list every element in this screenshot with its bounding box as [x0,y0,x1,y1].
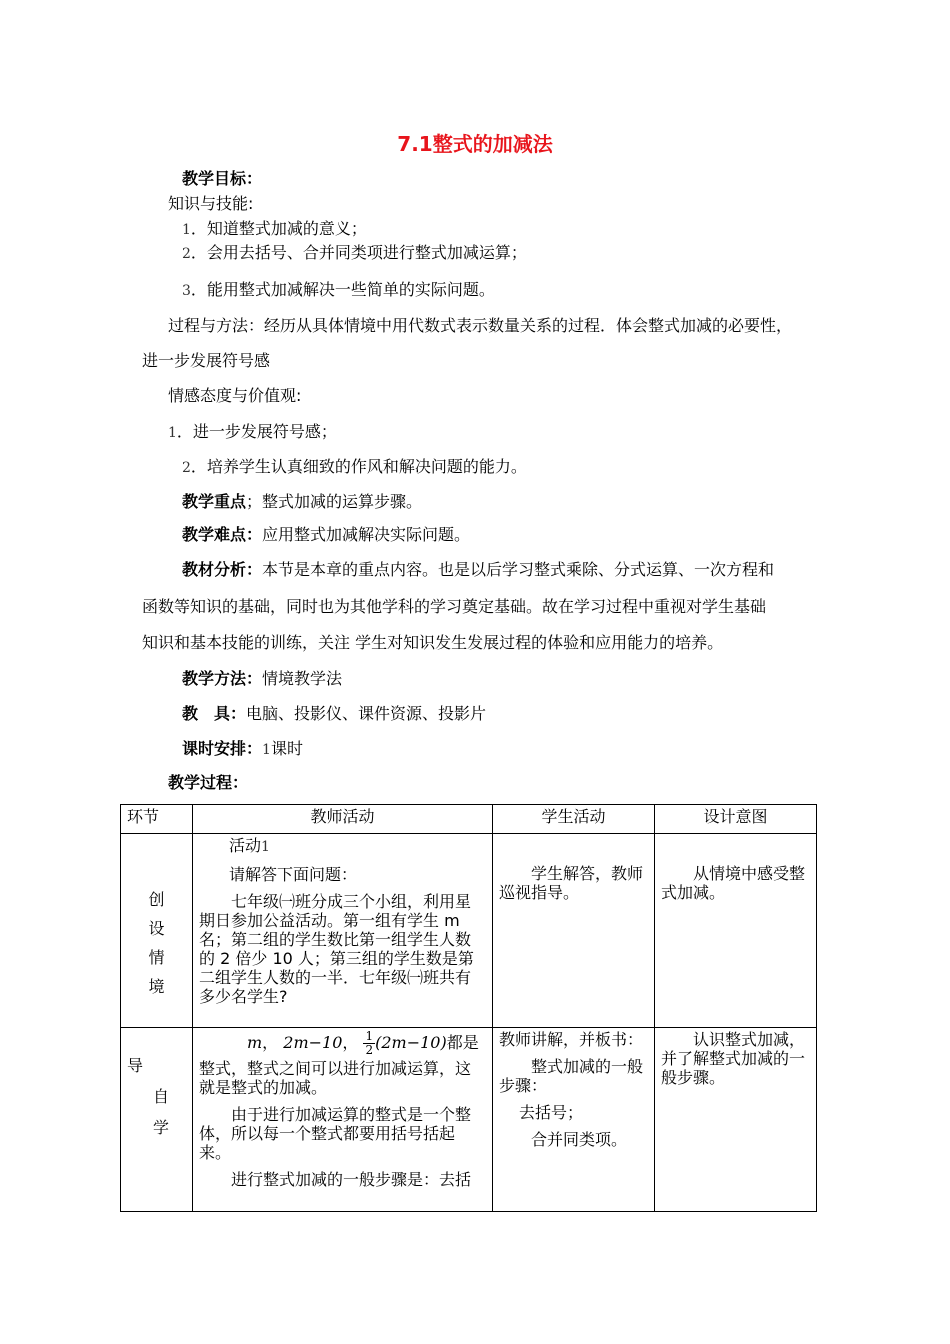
item-number: 1 [182,222,191,238]
emotion-heading: 情感态度与价值观: [168,386,302,405]
table-row [121,1028,817,1212]
student-activity-cell [493,834,655,1028]
analysis [182,560,774,580]
item-number: 3 [182,283,191,299]
activity-label: 活动 [229,836,262,855]
emotion-item [182,457,527,478]
method-label: 教学方法： [182,669,263,688]
knowledge-item [182,219,367,240]
activity-problem: 七年级㈠班分成三个小组，利用星期日参加公益活动。第一组有学生 m 名；第二组的学生数比第一组学生人数的 2 倍少 10 人；第三组的学生数是第二组学生人数的一半．七年级㈠班共有多少名学生? [199,892,474,1006]
stage-char: 学 [153,1118,170,1137]
math-expressions: m， 2m−10， $\frac{1}{2}$ (2m−10)都是 [247,1029,479,1057]
page-title: 7.1整式的加减法 [397,132,553,156]
knowledge-item [182,243,527,264]
tools [182,704,486,724]
header-student: 学生活动 [493,805,655,834]
item-text: ．培养学生认真细致的作风和解决问题的能力。 [190,457,527,476]
student-paragraph: 合并同类项。 [531,1130,628,1149]
analysis-line: 函数等知识的基础，同时也为其他学科的学习奠定基础。故在学习过程中重视对学生基础 [142,597,767,616]
analysis-line: 知识和基本技能的训练，关注 学生对知识发生发展过程的体验和应用能力的培养。 [142,633,724,652]
difficulty-text: 应用整式加减解决实际问题。 [262,525,471,544]
expr-2m-minus-10: 2m−10 [283,1033,343,1052]
intent-text: 从情境中感受整式加减。 [661,864,806,902]
expr-tail: 都是 [446,1033,479,1052]
table-row [121,834,817,1028]
teacher-activity-cell [193,834,493,1028]
fraction-one-half [363,1030,375,1057]
header-stage: 环节 [121,805,193,834]
stage-char: 创 [148,890,165,909]
schedule [182,739,303,760]
process-method-line: 进一步发展符号感 [142,351,271,370]
activity-title [199,836,486,857]
knowledge-item [182,280,495,301]
teacher-activity-cell [193,1028,493,1212]
teacher-paragraph: 整式，整式之间可以进行加减运算，这就是整式的加减。 [199,1059,472,1097]
stage-char: 情 [148,948,165,967]
knowledge-heading: 知识与技能: [168,194,254,213]
stage-char: 设 [148,919,165,938]
header-intent: 设计意图 [655,805,817,834]
item-text: ．能用整式加减解决一些简单的实际问题。 [190,280,495,299]
process-method-line: 过程与方法：经历从具体情境中用代数式表示数量关系的过程．体会整式加减的必要性， [168,316,793,335]
item-number: 2 [182,246,191,262]
intent-cell [655,834,817,1028]
table-header-row [121,805,817,834]
item-text: ．知道整式加减的意义； [190,219,367,238]
item-number: 1 [168,425,177,441]
key-point [182,492,422,512]
schedule-label: 课时安排： [182,739,263,758]
teaching-process-table [120,804,817,1212]
item-text: ．会用去括号、合并同类项进行整式加减运算； [190,243,527,262]
expr-m: m [247,1033,263,1052]
schedule-number: 1 [262,742,271,758]
fraction-denominator: 2 [365,1043,374,1057]
method [182,669,342,689]
student-paragraph: 整式加减的一般步骤： [499,1057,644,1095]
teacher-paragraph: 进行整式加减的一般步骤是：去括 [231,1170,472,1189]
difficulty-label: 教学难点： [182,525,263,544]
method-text: 情境教学法 [262,669,343,688]
process-heading: 教学过程： [168,773,249,792]
teacher-paragraph: 由于进行加减运算的整式是一个整体，所以每一个整式都要用括号括起来。 [199,1105,472,1162]
stage-char: 境 [148,977,165,996]
item-number: 2 [182,460,191,476]
stage-char: 自 [153,1087,170,1106]
student-activity-text: 学生解答，教师巡视指导。 [499,864,644,902]
student-paragraph: 去括号； [519,1103,584,1122]
tools-label: 教 具： [182,704,247,723]
fraction-numerator: 1 [365,1029,374,1043]
activity-number: 1 [261,839,270,855]
stage-cell [121,1028,193,1212]
stage-cell [121,834,193,1028]
header-teacher: 教师活动 [193,805,493,834]
schedule-text: 课时 [270,739,303,758]
student-activity-cell [493,1028,655,1212]
tools-text: 电脑、投影仪、课件资源、投影片 [246,704,487,723]
difficulty [182,525,470,545]
key-point-text: ；整式加减的运算步骤。 [246,492,423,511]
activity-prompt: 请解答下面问题： [229,865,358,884]
key-point-label: 教学重点 [182,492,247,511]
goals-heading: 教学目标： [182,169,263,188]
intent-text: 认识整式加减，并了解整式加减的一般步骤。 [661,1030,806,1087]
analysis-text: 本节是本章的重点内容。也是以后学习整式乘除、分式运算、一次方程和 [262,560,775,579]
expr-parenthesized: (2m−10) [375,1033,447,1052]
stage-char: 导 [127,1056,144,1075]
student-paragraph: 教师讲解，并板书： [499,1030,644,1049]
intent-cell [655,1028,817,1212]
item-text: ．进一步发展符号感； [176,422,337,441]
analysis-label: 教材分析： [182,560,263,579]
emotion-item [168,422,337,443]
